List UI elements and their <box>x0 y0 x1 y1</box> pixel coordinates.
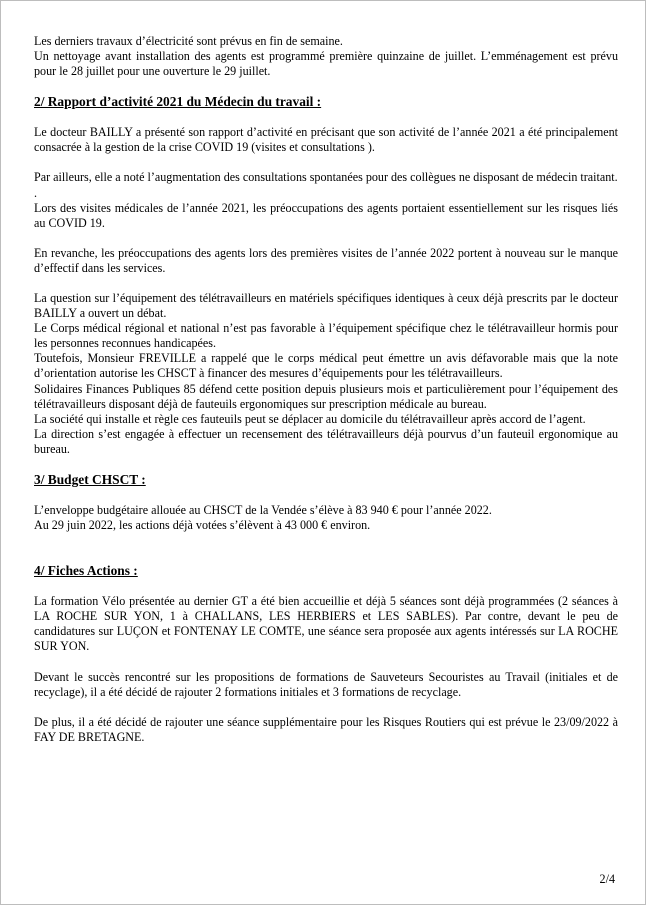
paragraph: Le Corps médical régional et national n’est pas favorable à l’équipement spécifique chez le télétravailleur hormis pour les personnes reconnues handicapées. <box>34 321 618 351</box>
paragraph: La formation Vélo présentée au dernier GT a été bien accueillie et déjà 5 séances sont déjà programmées (2 séances à LA ROCHE SUR YON, 1 à CHALLANS, LES HERBIERS et LES SABLES). Par contre, devant le peu de candidatures sur LUÇON et FONTENAY LE COMTE, une séance sera proposée aux agents intéressés sur LA ROCHE SUR YON. <box>34 594 618 654</box>
paragraph: Devant le succès rencontré sur les propositions de formations de Sauveteurs Secouristes au Travail (initiales et de recyclage), il a été décidé de rajouter 2 formations initiales et 3 formations de recyclage. <box>34 669 618 699</box>
paragraph: Le docteur BAILLY a présenté son rapport d’activité en précisant que son activité de l’année 2021 a été principalement consacrée à la gestion de la crise COVID 19 (visites et consultations ). <box>34 125 618 155</box>
paragraph: Solidaires Finances Publiques 85 défend cette position depuis plusieurs mois et particulièrement pour l’équipement des télétravailleurs disposant déjà de fauteuils ergonomiques sur prescription médicale au bureau. <box>34 381 618 411</box>
paragraph: De plus, il a été décidé de rajouter une séance supplémentaire pour les Risques Routiers qui est prévue le 23/09/2022 à FAY DE BRETAGNE. <box>34 714 618 744</box>
paragraph: La question sur l’équipement des télétravailleurs en matériels spécifiques identiques à ceux déjà prescrits par le docteur BAILLY a ouvert un débat. <box>34 290 618 321</box>
paragraph: En revanche, les préoccupations des agents lors des premières visites de l’année 2022 portent à nouveau sur le manque d’effectif dans les services. <box>34 245 618 275</box>
intro-line: Un nettoyage avant installation des agents est programmé première quinzaine de juillet. L’emménagement est prévu pour le 28 juillet pour une ouverture le 29 juillet. <box>34 49 618 79</box>
section-3-heading: 3/ Budget CHSCT : <box>34 471 146 487</box>
section-2-heading: 2/ Rapport d’activité 2021 du Médecin du travail : <box>34 94 322 110</box>
paragraph: La société qui installe et règle ces fauteuils peut se déplacer au domicile du télétravailleur après accord de l’agent. <box>34 411 586 426</box>
paragraph: Au 29 juin 2022, les actions déjà votées s’élèvent à 43 000 € environ. <box>34 518 371 533</box>
page-number: 2/4 <box>599 872 615 886</box>
section-4-heading: 4/ Fiches Actions : <box>34 563 138 579</box>
page-content <box>34 34 618 745</box>
paragraph: La direction s’est engagée à effectuer un recensement des télétravailleurs déjà pourvus d’un fauteuil ergonomique au bureau. <box>34 426 618 456</box>
paragraph: Toutefois, Monsieur FREVILLE a rappelé que le corps médical peut émettre un avis défavorable mais que la note d’orientation autorise les CHSCT à financer des mesures d’équipements pour les télétravailleurs. <box>34 351 618 381</box>
paragraph: Par ailleurs, elle a noté l’augmentation des consultations spontanées pour des collègues ne disposant de médecin traitant. <box>34 170 618 185</box>
paragraph: L’enveloppe budgétaire allouée au CHSCT de la Vendée s’élève à 83 940 € pour l’année 2022. <box>34 502 492 517</box>
intro-line: Les derniers travaux d’électricité sont prévus en fin de semaine. <box>34 34 343 48</box>
paragraph: Lors des visites médicales de l’année 2021, les préoccupations des agents portaient essentiellement sur les risques liés au COVID 19. <box>34 200 618 230</box>
stray-dot: . <box>34 185 38 200</box>
